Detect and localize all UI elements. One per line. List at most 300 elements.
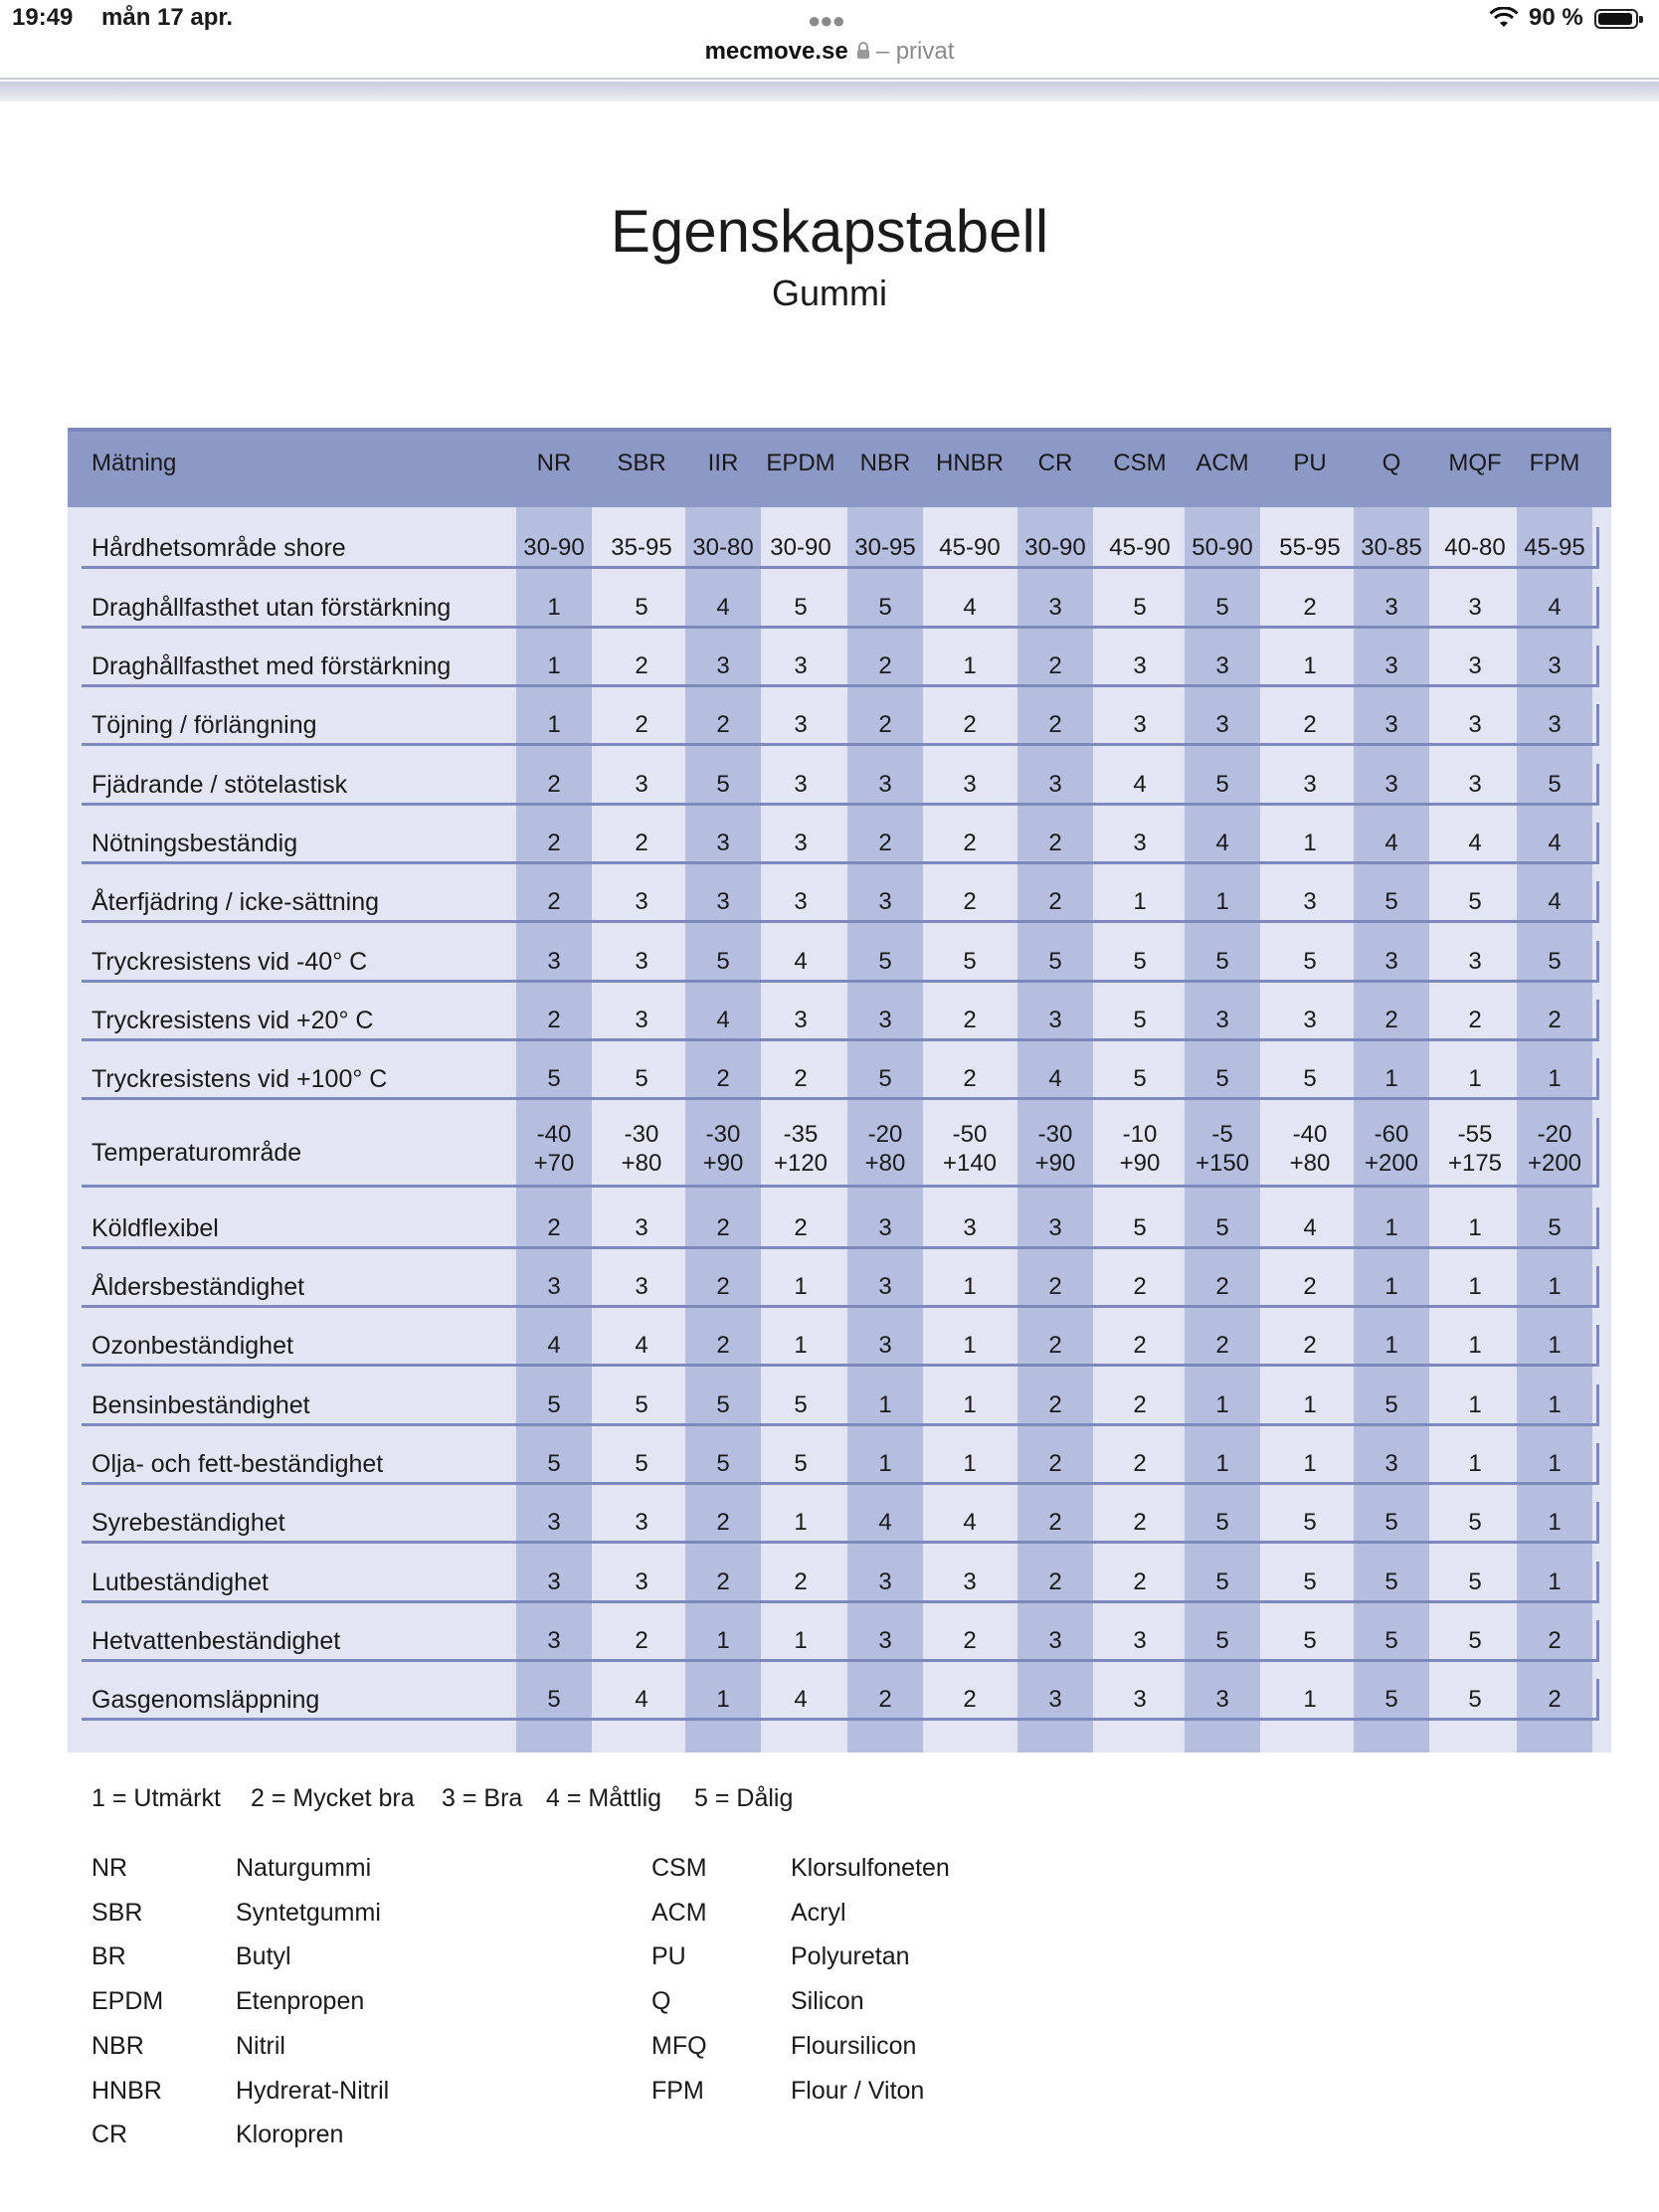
table-cell: 3 [1303,771,1317,798]
table-cell: 3 [1048,1627,1062,1654]
multitasking-dots-icon[interactable]: ●●● [808,8,844,33]
table-cell: 30-90 [1024,534,1086,561]
table-cell: 2 [1303,711,1317,738]
table-cell [1015,1120,1095,1178]
battery-icon [1594,9,1638,29]
row-label: Ozonbeständighet [92,1332,293,1360]
table-cell: 35-95 [611,534,672,561]
table-cell: 2 [1133,1332,1147,1359]
column-header: HNBR [935,450,1004,476]
table-cell: 5 [1384,1686,1398,1713]
table-cell [1515,1120,1594,1178]
table-cell: 2 [635,830,648,856]
table-cell: 5 [1303,1568,1317,1595]
abbreviation-code: Q [651,1987,671,2016]
table-cell: 3 [1468,771,1482,798]
column-header: EPDM [766,450,835,476]
table-cell: 2 [1548,1007,1562,1033]
table-cell: 5 [963,948,977,975]
table-cell [514,1120,594,1178]
table-cell: 1 [716,1627,730,1654]
page-subtitle: Gummi [772,273,887,313]
table-cell [845,1120,925,1178]
row-label: Syrebeständighet [92,1509,285,1537]
table-cell: 1 [963,1332,977,1359]
table-cell: 2 [1048,830,1062,856]
table-cell: 2 [716,1568,730,1595]
table-cell: 3 [635,1568,648,1595]
table-cell: 1 [1468,1450,1482,1477]
column-header: IIR [707,450,739,476]
temp-min: -60 [1374,1121,1409,1148]
table-cell: 1 [547,711,561,738]
table-cell: 2 [1215,1332,1229,1359]
table-cell: 1 [963,1391,977,1418]
table-cell: 5 [1215,948,1229,975]
table-cell: 1 [1468,1214,1482,1241]
column-header: CR [1037,450,1073,476]
table-cell: 3 [1303,1007,1317,1033]
row-label: Draghållfasthet utan förstärkning [92,594,452,622]
table-cell: 5 [1215,1568,1229,1595]
abbreviation-name: Butyl [236,1942,291,1971]
table-cell: 2 [716,1065,730,1092]
row-label: Gasgenomsläppning [92,1686,320,1714]
table-cell: 2 [1548,1627,1562,1654]
table-cell: 2 [1133,1391,1147,1418]
table-cell [761,1120,840,1178]
table-cell: 5 [794,1450,808,1477]
table-cell: 3 [1048,771,1062,798]
table-cell: 3 [1133,652,1147,679]
table-cell: 5 [635,1065,648,1092]
table-cell: 5 [878,1065,892,1092]
table-cell: 5 [1468,1686,1482,1713]
table-cell: 2 [963,1627,977,1654]
table-cell [930,1120,1010,1178]
table-cell: 1 [716,1686,730,1713]
table-cell: 2 [1133,1509,1147,1536]
column-header: ACM [1196,450,1249,476]
legend-item: 1 = Utmärkt [92,1784,221,1812]
legend-item: 5 = Dålig [694,1784,794,1812]
table-cell: 1 [1548,1450,1562,1477]
table-cell: 2 [963,711,977,738]
abbreviation-code: BR [92,1942,126,1971]
table-cell [602,1120,681,1178]
table-cell: 3 [1048,594,1062,621]
table-cell: 3 [878,1214,892,1241]
table-cell: 3 [1548,652,1562,679]
temp-min: -5 [1211,1121,1233,1148]
table-cell: 2 [635,1627,648,1654]
table-cell: 1 [1468,1065,1482,1092]
table-cell: 3 [1133,830,1147,856]
table-cell: 2 [1048,1509,1062,1536]
table-cell: 5 [1384,1509,1398,1536]
temp-max: +80 [1289,1150,1331,1177]
table-cell: 2 [794,1065,808,1092]
row-label: Hetvattenbeständighet [92,1627,341,1655]
temp-max: +80 [621,1150,662,1177]
table-cell: 2 [547,771,561,798]
column-header: SBR [617,450,666,476]
battery-percent: 90 % [1529,4,1583,31]
table-cell: 2 [1133,1450,1147,1477]
table-cell: 3 [1468,594,1482,621]
row-label: Tryckresistens vid +100° C [92,1065,388,1093]
abbreviation-name: Hydrerat-Nitril [236,2076,390,2105]
row-label: Bensinbeständighet [92,1391,310,1419]
temp-max: +90 [1034,1150,1076,1177]
table-cell: 30-90 [523,534,585,561]
table-cell: 30-80 [692,534,754,561]
row-label: Återfjädring / icke-sättning [92,888,380,916]
table-cell: 4 [1548,830,1562,856]
table-cell: 1 [1303,1450,1317,1477]
abbreviation-name: Silicon [791,1987,864,2016]
table-cell: 2 [1048,1568,1062,1595]
table-cell: 3 [878,888,892,915]
table-cell: 30-90 [770,534,831,561]
lock-icon [856,39,870,67]
column-header: PU [1293,450,1327,476]
row-label: Tryckresistens vid +20° C [92,1007,374,1034]
table-cell: 1 [547,652,561,679]
table-cell: 1 [794,1273,808,1300]
row-label: Nötningsbeständig [92,830,298,857]
table-cell: 4 [1303,1214,1317,1241]
table-cell: 1 [794,1509,808,1536]
temp-min: -20 [1537,1121,1572,1148]
table-cell: 2 [1133,1273,1147,1300]
table-cell: 3 [794,888,808,915]
table-cell: 5 [1215,1509,1229,1536]
abbreviation-name: Naturgummi [236,1854,372,1882]
address-bar[interactable] [0,38,1659,78]
table-cell: 3 [547,1627,561,1654]
table-cell: 3 [547,948,561,975]
table-cell: 55-95 [1279,534,1341,561]
abbreviation-code: SBR [92,1898,143,1927]
table-cell: 3 [1048,1007,1062,1033]
abbreviation-name: Kloropren [236,2120,344,2149]
column-header: Q [1382,450,1401,476]
abbreviation-code: HNBR [92,2076,162,2105]
table-cell: 1 [1468,1273,1482,1300]
table-cell: 2 [878,830,892,856]
legend-item: 4 = Måttlig [546,1784,662,1812]
table-cell: 4 [716,594,730,621]
table-cell: 1 [1303,1686,1317,1713]
table-cell: 1 [1384,1332,1398,1359]
row-label: Olja- och fett-beständighet [92,1450,384,1478]
table-cell: 3 [878,1568,892,1595]
table-cell: 1 [1468,1332,1482,1359]
table-cell: 1 [1468,1391,1482,1418]
wifi-icon [1489,7,1519,34]
column-header: FPM [1529,450,1580,476]
temp-min: -30 [705,1121,741,1148]
table-cell: 1 [963,1273,977,1300]
table-cell: 5 [547,1391,561,1418]
temp-max: +120 [773,1150,829,1177]
temp-max: +90 [1119,1150,1161,1177]
table-cell: 5 [1215,1214,1229,1241]
table-cell: 3 [878,1627,892,1654]
table-cell: 2 [1384,1007,1398,1033]
table-cell: 3 [1384,948,1398,975]
legend-item: 3 = Bra [442,1784,523,1812]
row-label: Draghållfasthet med förstärkning [92,652,452,680]
table-cell: 5 [794,594,808,621]
table-cell: 5 [1384,1627,1398,1654]
table-cell: 2 [1133,1568,1147,1595]
temp-max: +140 [942,1150,998,1177]
table-cell: 5 [1468,1509,1482,1536]
table-cell: 3 [635,1214,648,1241]
table-cell: 3 [716,652,730,679]
table-cell: 4 [878,1509,892,1536]
table-cell: 30-85 [1361,534,1422,561]
table-cell [1270,1120,1350,1178]
table-cell: 4 [1384,830,1398,856]
table-cell: 2 [963,1007,977,1033]
abbreviation-name: Etenpropen [236,1987,365,2016]
table-cell: 2 [963,1686,977,1713]
table-cell: 5 [635,594,648,621]
table-cell: 4 [794,948,808,975]
table-cell: 2 [878,652,892,679]
table-cell [1100,1120,1180,1178]
temp-min: -50 [952,1121,988,1148]
table-cell: 1 [1215,888,1229,915]
table-cell: 3 [1468,948,1482,975]
table-cell: 4 [547,1332,561,1359]
table-cell: 3 [635,1273,648,1300]
abbreviation-code: NR [92,1854,128,1882]
toolbar-shadow [0,82,1659,101]
table-cell: 5 [1215,594,1229,621]
table-cell: 5 [1548,948,1562,975]
table-cell: 5 [1303,948,1317,975]
abbreviation-code: ACM [651,1898,707,1927]
table-cell: 2 [716,1273,730,1300]
table-cell: 3 [547,1568,561,1595]
table-cell: 2 [1048,1391,1062,1418]
table-cell: 5 [716,948,730,975]
table-cell: 5 [1384,1391,1398,1418]
temp-min: -55 [1457,1121,1493,1148]
table-cell: 1 [1548,1065,1562,1092]
table-cell [683,1120,763,1178]
table-cell: 2 [1048,652,1062,679]
row-label: Temperaturområde [92,1139,302,1167]
table-cell: 4 [716,1007,730,1033]
table-cell: 3 [1384,711,1398,738]
column-header: NBR [859,450,911,476]
table-cell: 4 [794,1686,808,1713]
status-date: mån 17 apr. [101,4,234,31]
temp-max: +200 [1364,1150,1419,1177]
table-cell: 5 [1384,1568,1398,1595]
table-cell: 30-95 [854,534,916,561]
row-label: Tryckresistens vid -40° C [92,948,368,976]
table-cell: 5 [1468,888,1482,915]
table-cell: 4 [635,1332,648,1359]
header-label: Mätning [92,450,177,476]
table-cell: 5 [547,1450,561,1477]
table-cell: 1 [1548,1391,1562,1418]
table-cell: 2 [1303,1273,1317,1300]
table-cell: 3 [878,1332,892,1359]
table-cell: 5 [1215,771,1229,798]
table-cell: 3 [716,830,730,856]
table-cell: 3 [794,1007,808,1033]
table-cell: 2 [963,830,977,856]
table-cell: 1 [1215,1450,1229,1477]
temp-max: +150 [1195,1150,1250,1177]
table-cell: 3 [878,771,892,798]
table-cell: 5 [1133,594,1147,621]
table-cell: 3 [1548,711,1562,738]
temp-max: +200 [1527,1150,1582,1177]
table-cell: 2 [547,830,561,856]
row-label: Köldflexibel [92,1214,219,1242]
table-cell: 5 [1048,948,1062,975]
abbreviation-name: Syntetgummi [236,1898,381,1927]
table-cell: 3 [1215,1007,1229,1033]
table-cell: 1 [1384,1273,1398,1300]
table-cell: 3 [716,888,730,915]
table-cell: 3 [635,948,648,975]
temp-min: -40 [536,1121,572,1148]
table-cell: 5 [878,594,892,621]
table-cell: 2 [716,1332,730,1359]
table-cell: 3 [1215,652,1229,679]
temp-max: +80 [864,1150,906,1177]
table-cell: 5 [1133,1065,1147,1092]
table-cell: 5 [1215,1065,1229,1092]
table-cell: 5 [716,1391,730,1418]
table-cell: 2 [1048,1332,1062,1359]
row-label: Töjning / förlängning [92,711,317,739]
abbreviation-code: MFQ [651,2031,707,2060]
table-cell [1435,1120,1515,1178]
table-cell: 5 [547,1065,561,1092]
table-cell: 1 [547,594,561,621]
table-cell: 2 [635,711,648,738]
table-cell: 3 [1133,1686,1147,1713]
table-cell: 1 [1548,1332,1562,1359]
table-cell: 2 [1215,1273,1229,1300]
abbreviation-name: Klorsulfoneten [791,1854,950,1882]
table-cell: 4 [963,1509,977,1536]
table-cell: 5 [794,1391,808,1418]
table-cell: 3 [1215,1686,1229,1713]
abbreviation-code: EPDM [92,1987,164,2016]
table-cell: 4 [963,594,977,621]
abbreviation-code: NBR [92,2031,144,2060]
table-cell: 3 [878,1273,892,1300]
table-cell: 45-90 [939,534,1001,561]
table-cell: 40-80 [1444,534,1506,561]
row-label: Fjädrande / stötelastisk [92,771,348,799]
table-cell: 2 [716,711,730,738]
table-cell: 3 [963,771,977,798]
table-cell: 5 [547,1686,561,1713]
table-cell: 3 [1384,1450,1398,1477]
table-cell: 2 [547,888,561,915]
table-cell: 3 [547,1509,561,1536]
abbreviation-code: CSM [651,1854,707,1882]
table-cell: 2 [635,652,648,679]
table-cell: 3 [963,1568,977,1595]
table-cell: 1 [878,1391,892,1418]
table-cell: 5 [1133,1007,1147,1033]
table-cell: 2 [716,1214,730,1241]
status-time: 19:49 [12,4,74,31]
temp-max: +175 [1447,1150,1503,1177]
temp-min: -35 [783,1121,819,1148]
abbreviation-code: FPM [651,2076,704,2105]
table-cell: 3 [1133,711,1147,738]
table-cell: 5 [716,771,730,798]
table-cell: 1 [963,1450,977,1477]
table-cell: 5 [1468,1568,1482,1595]
table-cell: 3 [794,830,808,856]
temp-min: -40 [1292,1121,1328,1148]
address-domain: mecmove.se [704,38,848,65]
table-cell: 2 [716,1509,730,1536]
table-cell: 3 [1468,652,1482,679]
table-cell: 5 [1133,948,1147,975]
table-cell: 3 [635,771,648,798]
table-cell: 1 [963,652,977,679]
table-cell: 1 [878,1450,892,1477]
table-cell: 45-90 [1109,534,1171,561]
legend-item: 2 = Mycket bra [251,1784,415,1812]
temp-min: -10 [1122,1121,1158,1148]
table-cell: 3 [794,711,808,738]
row-label: Lutbeständighet [92,1568,269,1596]
temp-max: +70 [533,1150,575,1177]
table-cell: 2 [1048,1273,1062,1300]
table-cell: 2 [1548,1686,1562,1713]
table-cell: 1 [1303,830,1317,856]
table-cell: 5 [1468,1627,1482,1654]
abbreviation-name: Floursilicon [791,2031,917,2060]
table-cell: 5 [878,948,892,975]
table-cell: 50-90 [1192,534,1253,561]
table-cell: 2 [878,1686,892,1713]
table-cell [1183,1120,1262,1178]
table-cell: 3 [1384,594,1398,621]
row-label: Hårdhetsområde shore [92,534,346,562]
table-cell: 2 [794,1568,808,1595]
table-cell: 2 [1468,1007,1482,1033]
column-header: MQF [1448,450,1502,476]
table-cell: 5 [1384,888,1398,915]
table-cell: 4 [1548,888,1562,915]
abbreviation-code: PU [651,1942,686,1971]
column-header: CSM [1113,450,1167,476]
column-header: NR [536,450,572,476]
row-label: Åldersbeständighet [92,1273,305,1301]
table-cell: 3 [963,1214,977,1241]
table-cell: 4 [1548,594,1562,621]
table-cell: 2 [878,711,892,738]
